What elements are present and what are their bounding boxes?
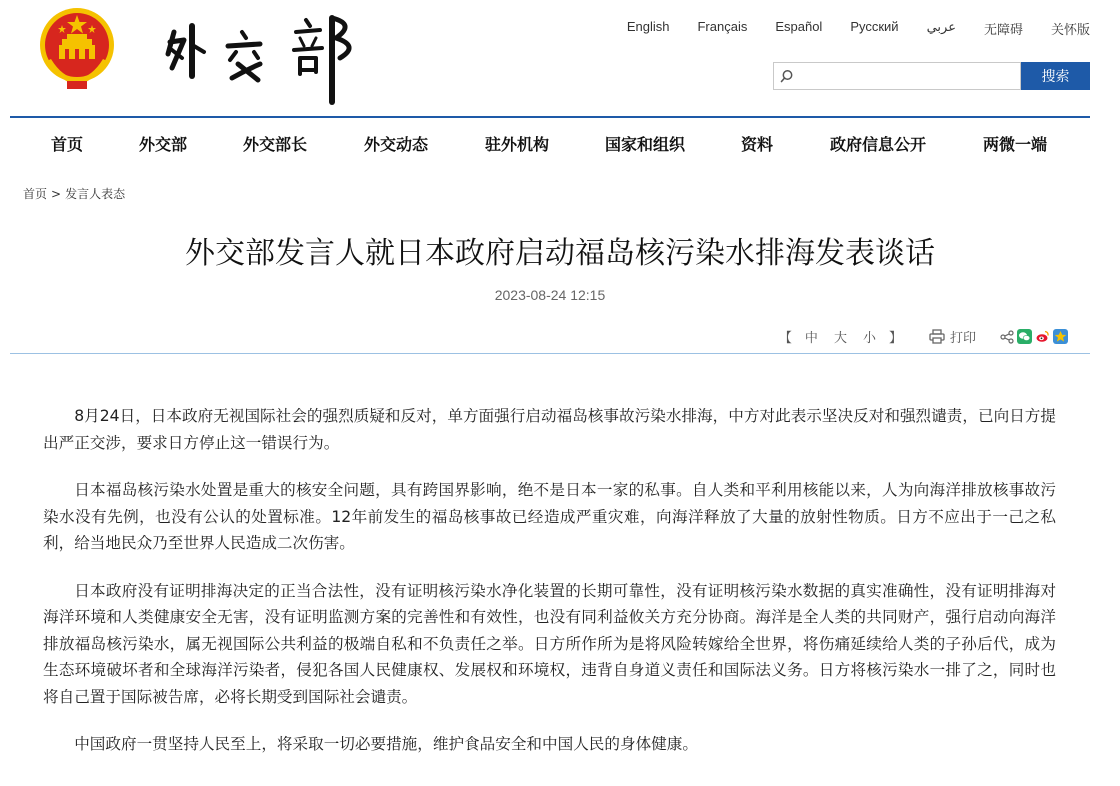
nav-item-social-media[interactable]: 两微一端 [983,135,1048,154]
print-label: 打印 [949,331,976,346]
font-size-medium-button[interactable]: 大 [833,331,847,346]
lang-french-link[interactable]: Français [697,19,748,34]
weibo-icon[interactable] [1035,329,1050,344]
qzone-icon[interactable] [1053,329,1068,344]
lang-russian-link[interactable]: Русский [850,19,899,34]
breadcrumb-home-link[interactable]: 首页 [23,187,48,201]
search-icon [780,69,794,83]
title-divider [10,353,1090,354]
breadcrumb-current-link[interactable]: 发言人表态 [65,187,126,201]
print-icon [929,329,945,344]
lang-spanish-link[interactable]: Español [775,19,823,34]
search-button[interactable]: 搜索 [1021,62,1090,90]
breadcrumb [23,185,125,202]
breadcrumb-separator: > [51,187,62,201]
article-paragraph: 日本政府没有证明排海决定的正当合法性，没有证明核污染水净化装置的长期可靠性，没有证明核污染水数据的真实准确性，没有证明排海对海洋环境和人类健康安全无害，没有证明监测方案的完善性和有效性，也没有同利益攸关方充分协商。海洋是全人类的共同财产，强行启动向海洋排放福岛核污染水，属无视国际公共利益的极端自私和不负责任之举。日方所作所为是将风险转嫁给全世界，将伤痛延续给人类的子孙后代，成为生态环境破坏者和全球海洋污染者，侵犯各国人民健康权、发展权和环境权，违背自身道义责任和国际法义务。日方将核污染水一排了之，同时也将自己置于国际被告席，必将长期受到国际社会谴责。 [43,581,1056,706]
article-body [43,403,1056,779]
site-header [0,0,1120,116]
article-date: 2023-08-24 12:15 [494,287,606,303]
nav-item-ministry[interactable]: 外交部 [139,135,188,154]
share-icon[interactable] [1000,330,1014,344]
search-form [773,62,1090,90]
article-tools [774,327,1068,346]
language-bar [627,19,1090,38]
nav-item-minister[interactable]: 外交部长 [243,135,308,154]
accessibility-link[interactable]: 无障碍 [983,22,1023,37]
font-size-small-button[interactable]: 小 [862,331,876,346]
main-nav [10,118,1090,164]
font-size-control [774,327,907,346]
search-box [773,62,1021,90]
nav-item-materials[interactable]: 资料 [741,135,774,154]
share-bar [1000,329,1068,344]
article-paragraph: 8月24日，日本政府无视国际社会的强烈质疑和反对，单方面强行启动福岛核事故污染水排海，中方对此表示坚决反对和强烈谴责，已向日方提出严正交涉，要求日方停止这一错误行为。 [43,407,1056,452]
nav-item-government-info[interactable]: 政府信息公开 [830,135,927,154]
wechat-icon[interactable] [1017,329,1032,344]
font-size-bracket-open: 【 [778,331,792,346]
lang-english-link[interactable]: English [626,19,670,34]
site-logo[interactable] [160,6,360,106]
national-emblem-icon[interactable] [37,5,117,91]
nav-item-countries-organizations[interactable]: 国家和组织 [605,135,686,154]
article-paragraph: 中国政府一贯坚持人民至上，将采取一切必要措施，维护食品安全和中国人民的身体健康。 [74,735,698,753]
nav-item-home[interactable]: 首页 [51,135,84,154]
nav-item-diplomatic-news[interactable]: 外交动态 [364,135,429,154]
font-size-bracket-close: 】 [888,331,902,346]
elderly-care-link[interactable]: 关怀版 [1050,22,1090,37]
article-paragraph: 日本福岛核污染水处置是重大的核安全问题，具有跨国界影响，绝不是日本一家的私事。自人类和平利用核能以来，人为向海洋排放核事故污染水没有先例，也没有公认的处置标准。12年前发生的福岛核事故已经造成严重灾难，向海洋释放了大量的放射性物质。日方不应出于一己之私利，给当地民众乃至世界人民造成二次伤害。 [43,481,1056,552]
lang-arabic-link[interactable]: عربي [926,19,956,34]
nav-item-missions-abroad[interactable]: 驻外机构 [485,135,550,154]
font-size-large-button[interactable]: 中 [804,331,818,346]
search-input[interactable] [774,63,1020,89]
article-title: 外交部发言人就日本政府启动福岛核污染水排海发表谈话 [185,236,935,271]
print-button[interactable] [929,327,976,346]
